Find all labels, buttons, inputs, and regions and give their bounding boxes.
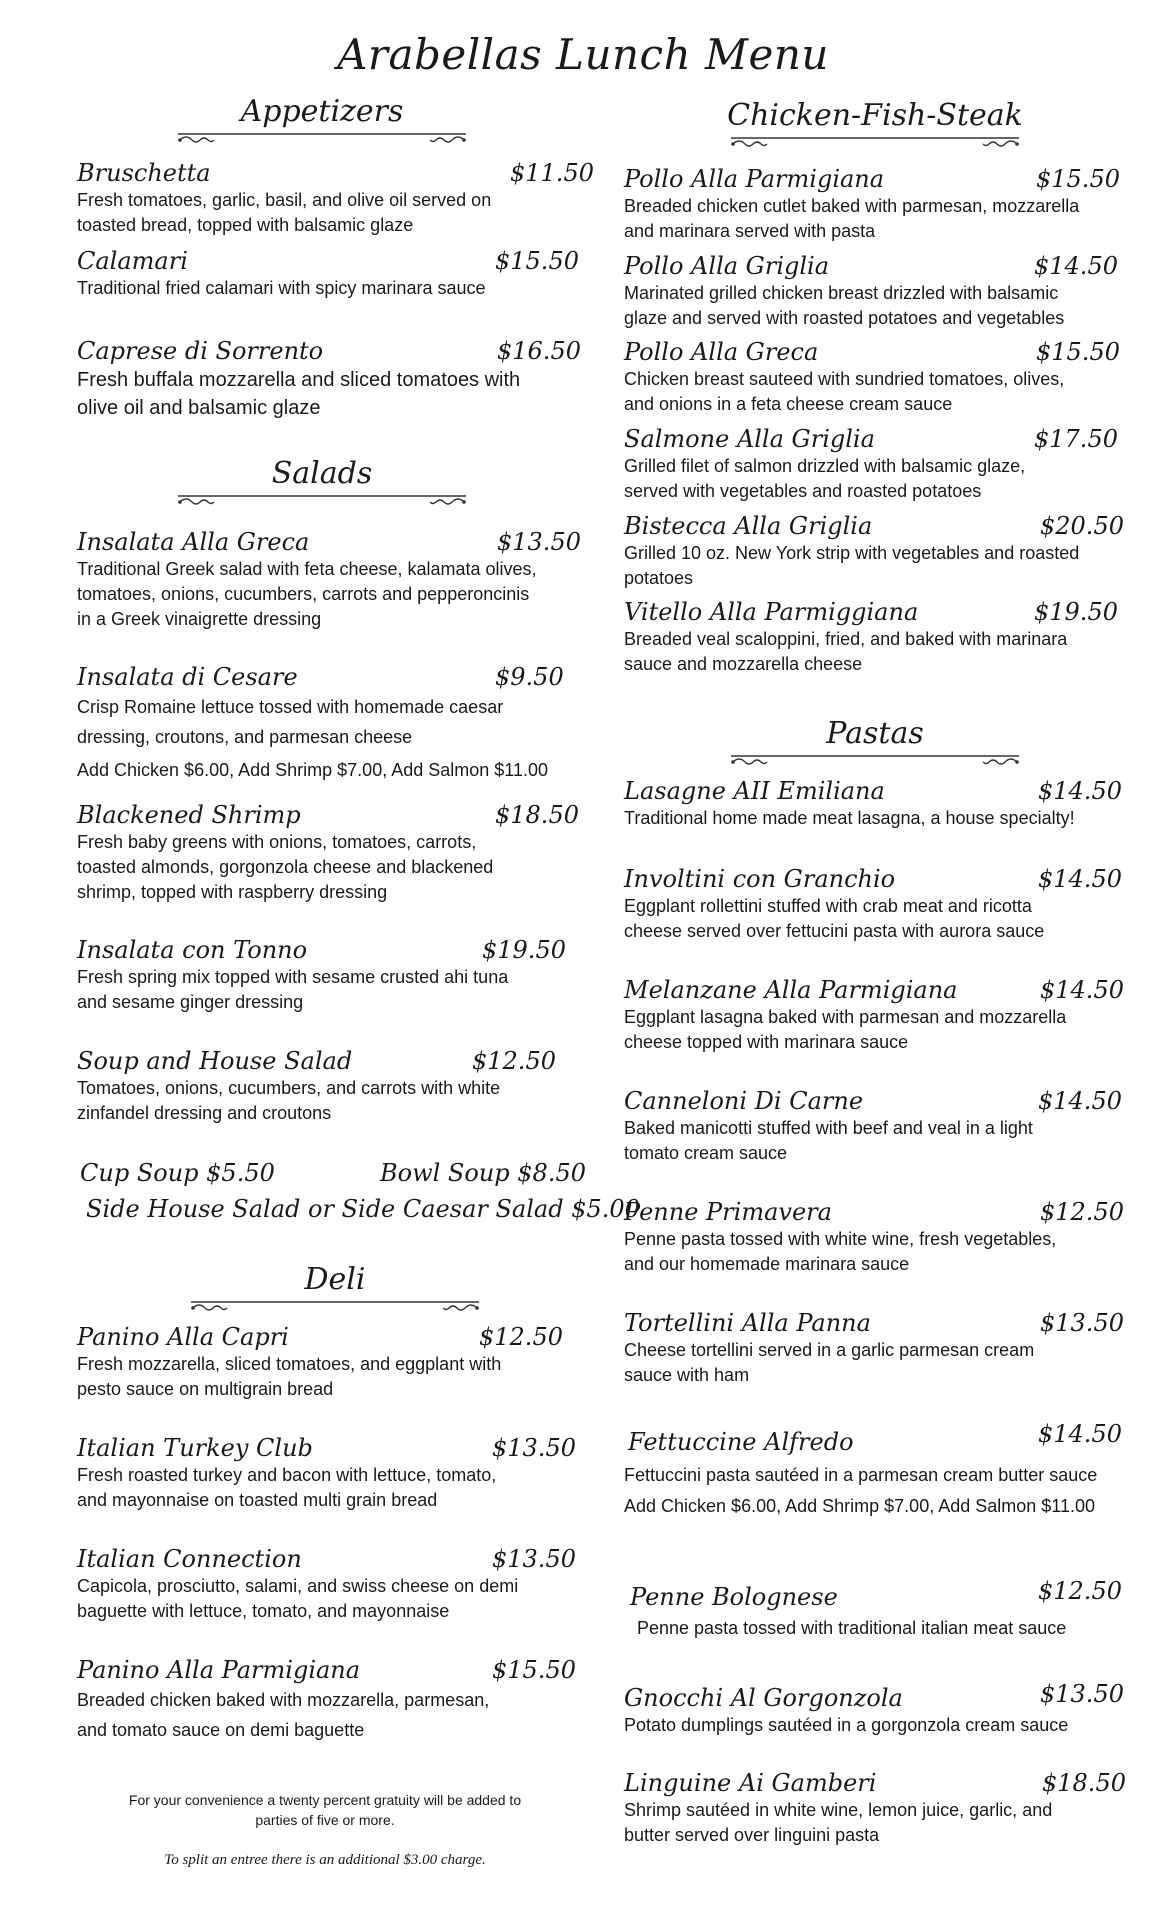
section-title: Chicken-Fish-Steak xyxy=(727,98,1023,133)
item-price: $13.50 xyxy=(1040,1680,1124,1708)
menu-item xyxy=(77,1544,587,1624)
item-addons: Add Chicken $6.00, Add Shrimp $7.00, Add Salmon $11.00 xyxy=(77,760,548,780)
section-chicken-fish-steak xyxy=(725,98,1025,150)
menu-item xyxy=(624,251,1144,331)
item-description: Chicken breast sauteed with sundried tomatoes, olives, and onions in a feta cheese cream sauce xyxy=(624,369,1065,414)
menu-item xyxy=(624,1420,1144,1519)
item-name: Fettuccine Alfredo xyxy=(628,1428,854,1456)
item-price: $13.50 xyxy=(1040,1309,1124,1337)
item-description: Traditional Greek salad with feta cheese, kalamata olives, tomatoes, onions, cucumbers, carrots and pepperoncinis in a Greek vinaigrette dressing xyxy=(77,559,537,629)
section-title: Appetizers xyxy=(240,94,404,129)
menu-item xyxy=(624,1680,1144,1738)
ornament-divider-icon xyxy=(725,134,1025,150)
item-price: $15.50 xyxy=(492,1656,576,1684)
item-price: $12.50 xyxy=(479,1323,563,1351)
item-price: $13.50 xyxy=(492,1434,576,1462)
item-price: $13.50 xyxy=(497,528,581,556)
item-description: Cheese tortellini served in a garlic parmesan cream sauce with ham xyxy=(624,1340,1035,1385)
menu-item xyxy=(624,975,1144,1055)
menu-item xyxy=(77,1046,587,1126)
menu-item xyxy=(624,1308,1144,1388)
item-description: Grilled 10 oz. New York strip with vegetables and roasted potatoes xyxy=(624,543,1080,588)
item-price: $19.50 xyxy=(1034,598,1118,626)
section-title: Pastas xyxy=(826,716,924,751)
item-name: Panino Alla Capri xyxy=(77,1323,289,1351)
item-price: $18.50 xyxy=(1042,1769,1126,1797)
menu-title: Arabellas Lunch Menu xyxy=(337,30,829,79)
ornament-divider-icon xyxy=(185,1298,485,1314)
item-description: Fresh roasted turkey and bacon with lettuce, tomato, and mayonnaise on toasted multi grain bread xyxy=(77,1465,497,1510)
section-appetizers xyxy=(172,94,472,146)
menu-item xyxy=(77,336,587,422)
section-pastas xyxy=(725,716,1025,768)
menu-item xyxy=(77,1655,587,1745)
item-description: Grilled filet of salmon drizzled with balsamic glaze, served with vegetables and roasted potatoes xyxy=(624,456,1026,501)
item-price: $15.50 xyxy=(1036,165,1120,193)
item-description: Potato dumplings sautéed in a gorgonzola cream sauce xyxy=(624,1715,1069,1735)
item-name: Caprese di Sorrento xyxy=(77,337,324,365)
ornament-divider-icon xyxy=(172,130,472,146)
item-description: Penne pasta tossed with traditional italian meat sauce xyxy=(637,1618,1067,1638)
item-price: $9.50 xyxy=(495,663,564,691)
item-price: $12.50 xyxy=(472,1047,556,1075)
menu-item xyxy=(630,1577,1144,1641)
section-title: Deli xyxy=(304,1262,366,1297)
item-name: Tortellini Alla Panna xyxy=(624,1309,871,1337)
item-description: Breaded veal scaloppini, fried, and baked with marinara sauce and mozzarella cheese xyxy=(624,629,1068,674)
menu-item xyxy=(624,511,1144,591)
item-name: Soup and House Salad xyxy=(77,1047,353,1075)
ornament-divider-icon xyxy=(172,492,472,508)
item-name: Salmone Alla Griglia xyxy=(624,425,875,453)
item-name: Insalata con Tonno xyxy=(77,936,308,964)
item-price: $12.50 xyxy=(1040,1198,1124,1226)
menu-item xyxy=(77,662,587,783)
menu-item xyxy=(77,935,587,1015)
menu-item xyxy=(624,164,1144,244)
item-price: $18.50 xyxy=(495,801,579,829)
menu-item xyxy=(77,158,594,238)
item-description: Breaded chicken baked with mozzarella, parmesan, and tomato sauce on demi baguette xyxy=(77,1690,490,1740)
item-name: Bruschetta xyxy=(77,159,211,187)
bowl-soup-price: Bowl Soup $8.50 xyxy=(380,1159,586,1187)
split-charge-note: To split an entree there is an additional $3.00 charge. xyxy=(164,1852,486,1868)
menu-item xyxy=(77,800,587,905)
item-description: Fresh mozzarella, sliced tomatoes, and eggplant with pesto sauce on multigrain bread xyxy=(77,1354,502,1399)
item-name: Penne Bolognese xyxy=(630,1583,838,1611)
menu-item xyxy=(77,1322,587,1402)
item-price: $13.50 xyxy=(492,1545,576,1573)
item-name: Canneloni Di Carne xyxy=(624,1087,864,1115)
item-name: Melanzane Alla Parmigiana xyxy=(624,976,958,1004)
menu-item xyxy=(624,337,1144,417)
item-price: $14.50 xyxy=(1034,252,1118,280)
item-price: $14.50 xyxy=(1038,865,1122,893)
item-description: Fettuccini pasta sautéed in a parmesan cream butter sauce xyxy=(624,1465,1098,1485)
item-price: $16.50 xyxy=(497,337,581,365)
item-price: $14.50 xyxy=(1038,777,1122,805)
item-name: Pollo Alla Greca xyxy=(624,338,819,366)
item-name: Italian Turkey Club xyxy=(77,1434,313,1462)
item-description: Baked manicotti stuffed with beef and veal in a light tomato cream sauce xyxy=(624,1118,1033,1163)
menu-item xyxy=(624,424,1144,504)
item-name: Italian Connection xyxy=(77,1545,302,1573)
item-description: Shrimp sautéed in white wine, lemon juice, garlic, and butter served over linguini pasta xyxy=(624,1800,1053,1845)
item-price: $11.50 xyxy=(510,159,594,187)
item-description: Marinated grilled chicken breast drizzled with balsamic glaze and served with roasted potatoes and vegetables xyxy=(624,283,1065,328)
menu-item xyxy=(624,597,1144,677)
menu-item xyxy=(624,1768,1144,1848)
item-price: $19.50 xyxy=(482,936,566,964)
gratuity-note: For your convenience a twenty percent gratuity will be added to parties of five or more. xyxy=(128,1792,522,1828)
item-name: Penne Primavera xyxy=(624,1198,832,1226)
item-description: Breaded chicken cutlet baked with parmesan, mozzarella and marinara served with pasta xyxy=(624,196,1080,241)
item-name: Panino Alla Parmigiana xyxy=(77,1656,361,1684)
item-price: $15.50 xyxy=(495,247,579,275)
item-price: $14.50 xyxy=(1040,976,1124,1004)
menu-item xyxy=(624,864,1144,944)
menu-item xyxy=(624,1086,1144,1166)
section-salads xyxy=(172,456,472,508)
item-description: Fresh tomatoes, garlic, basil, and olive oil served on toasted bread, topped with balsamic glaze xyxy=(77,190,492,235)
menu-item xyxy=(77,1433,587,1513)
item-name: Gnocchi Al Gorgonzola xyxy=(624,1684,903,1712)
menu-item xyxy=(624,776,1144,831)
item-name: Vitello Alla Parmiggiana xyxy=(624,598,919,626)
item-description: Eggplant rollettini stuffed with crab meat and ricotta cheese served over fettucini pasta with aurora sauce xyxy=(624,896,1045,941)
item-description: Traditional home made meat lasagna, a house specialty! xyxy=(624,808,1075,828)
item-description: Fresh spring mix topped with sesame crusted ahi tuna and sesame ginger dressing xyxy=(77,967,509,1012)
menu-item xyxy=(624,1197,1144,1277)
item-description: Eggplant lasagna baked with parmesan and mozzarella cheese topped with marinara sauce xyxy=(624,1007,1067,1052)
cup-soup-price: Cup Soup $5.50 xyxy=(80,1159,275,1187)
item-price: $14.50 xyxy=(1038,1087,1122,1115)
ornament-divider-icon xyxy=(725,752,1025,768)
section-deli xyxy=(185,1262,485,1314)
item-name: Insalata Alla Greca xyxy=(77,528,310,556)
item-price: $12.50 xyxy=(1038,1577,1122,1605)
item-name: Pollo Alla Griglia xyxy=(624,252,830,280)
item-name: Lasagne AII Emiliana xyxy=(624,777,885,805)
item-description: Capicola, prosciutto, salami, and swiss cheese on demi baguette with lettuce, tomato, and mayonnaise xyxy=(77,1576,519,1621)
side-salad-price: Side House Salad or Side Caesar Salad $5.00 xyxy=(86,1195,640,1223)
menu-item xyxy=(77,246,587,301)
item-description: Crisp Romaine lettuce tossed with homemade caesar dressing, croutons, and parmesan cheese xyxy=(77,697,504,747)
item-price: $17.50 xyxy=(1034,425,1118,453)
item-description: Fresh baby greens with onions, tomatoes, carrots, toasted almonds, gorgonzola cheese and blackened shrimp, topped with raspberry dressing xyxy=(77,832,494,902)
item-description: Penne pasta tossed with white wine, fresh vegetables, and our homemade marinara sauce xyxy=(624,1229,1057,1274)
item-description: Fresh buffala mozzarella and sliced tomatoes with olive oil and balsamic glaze xyxy=(77,369,521,419)
item-name: Bistecca Alla Griglia xyxy=(624,512,873,540)
menu-item xyxy=(77,527,587,632)
item-price: $20.50 xyxy=(1040,512,1124,540)
item-price: $15.50 xyxy=(1036,338,1120,366)
item-addons: Add Chicken $6.00, Add Shrimp $7.00, Add Salmon $11.00 xyxy=(624,1496,1095,1516)
item-name: Blackened Shrimp xyxy=(77,801,301,829)
item-description: Traditional fried calamari with spicy marinara sauce xyxy=(77,278,486,298)
item-description: Tomatoes, onions, cucumbers, and carrots with white zinfandel dressing and croutons xyxy=(77,1078,501,1123)
item-name: Involtini con Granchio xyxy=(624,865,896,893)
item-name: Insalata di Cesare xyxy=(77,663,298,691)
item-name: Calamari xyxy=(77,247,188,275)
item-name: Pollo Alla Parmigiana xyxy=(624,165,885,193)
section-title: Salads xyxy=(271,456,373,491)
item-name: Linguine Ai Gamberi xyxy=(624,1769,877,1797)
item-price: $14.50 xyxy=(1038,1420,1122,1448)
